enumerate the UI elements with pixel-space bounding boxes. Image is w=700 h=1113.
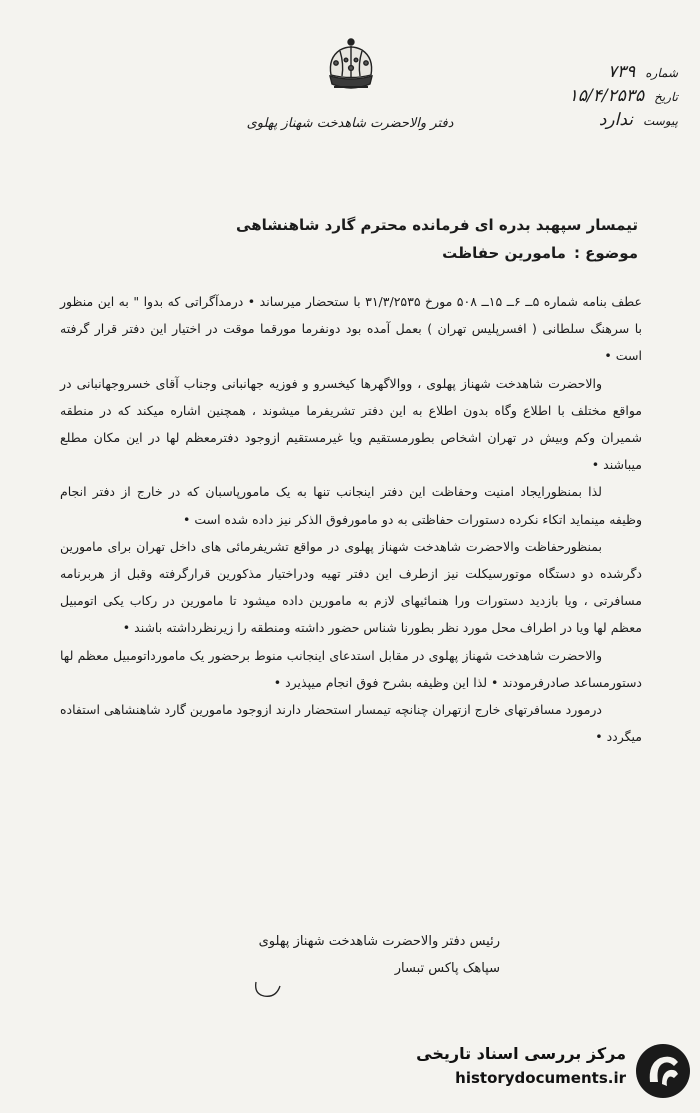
letter-meta [488, 62, 678, 134]
signature-scribble-icon [252, 976, 286, 1002]
archive-logo-icon [634, 1042, 692, 1100]
watermark-url: historydocuments.ir [455, 1069, 626, 1087]
subject-label: موضوع : [573, 244, 638, 262]
paragraph-3: لذا بمنظورایجاد امنیت وحفاظت این دفتر اینجانب تنها به یک مامورپاسبان که در خارج از دفتر انجام وظیفه مینماید اتکاء نکرده دستورات حفاظتی به دو مامورفوق الذکر نیز داده شده است • [60, 484, 642, 527]
paragraph-1: عطف بنامه شماره ۵ــ ۶ــ ۱۵ــ ۵۰۸ مورخ ۳۱/۳/۲۵۳۵ با ستحضار میرساند • درمدآگراتی که بدوا " به این منظور با سرهنگ سلطانی ( افسرپلیس تهران ) بعمل آمده بود دونفرما مورقما موقت در اختیار این دفتر قرار گرفته است • [60, 294, 642, 364]
number-row [488, 62, 678, 86]
addressee: تیمسار سپهبد بدره ای فرمانده محترم گارد شاهنشاهی [236, 216, 638, 234]
subject-line [442, 244, 638, 262]
signature-name: سپاهک پاکس تبسار [394, 961, 500, 976]
attachment-row [488, 110, 678, 134]
date-row [488, 86, 678, 110]
subject-value: مامورین حفاظت [442, 244, 566, 262]
letter-body [60, 288, 642, 750]
office-title: دفتر والاحضرت شاهدخت شهناز پهلوی [246, 116, 454, 131]
signature-title: رئیس دفتر والاحضرت شاهدخت شهناز پهلوی [258, 934, 500, 949]
number-value: ۷۳۹ [607, 62, 636, 82]
watermark-footer [408, 1038, 698, 1108]
date-value: ۱۵/۴/۲۵۳۵ [568, 86, 645, 106]
paragraph-6: درمورد مسافرتهای خارج ازتهران چنانچه تیمسار استحضار دارند ازوجود مامورین گارد شاهنشاهی استفاده میگردد • [60, 702, 642, 745]
crown-emblem-icon [322, 36, 380, 96]
date-label: تاریخ [654, 90, 678, 104]
number-label: شماره [645, 66, 678, 80]
attachment-label: پیوست [643, 114, 678, 128]
paragraph-2: والاحضرت شاهدخت شهناز پهلوی ، ووالاگهرها کیخسرو و فوزیه جهانبانی وجناب آقای خسروجهانبانی در مواقع مختلف با اطلاع وگاه بدون اطلاع به این دفتر تشریفرما میشوند ، همچنین اشاره میکند که در منطقه شمیران وکم وبیش در تهران اشخاص بطورمستقیم ویا غیرمستقیم ازوجود دفترمعظم لها در این مکان مطلع میباشند • [60, 375, 642, 473]
signature-block [259, 928, 500, 982]
watermark-org-name: مرکز بررسی اسناد تاریخی [416, 1044, 626, 1063]
attachment-value: ندارد [598, 110, 633, 130]
paragraph-5: والاحضرت شاهدخت شهناز پهلوی در مقابل استدعای اینجانب منوط برحضور یک مامورداتومبیل معظم لها دستورمساعد صادرفرمودند • لذا این وظیفه بشرح فوق انجام میپذیرد • [60, 647, 642, 690]
paragraph-4: بمنظورحفاظت والاحضرت شاهدخت شهناز پهلوی در مواقع تشریفرمائی های داخل تهران برای مامورین دگرشده دو دستگاه موتورسیکلت نیز ازطرف این دفتر تهیه ودراختیار مذکورین قرارگرفته وقبل از هربرنامه مسافرتی ، ویا بازدید دستورات ورا هنمائیهای لازم به مامورین داده میشود تا مامورین در رکاب یکی اتومبیل معظم لها ویا در اطراف محل مورد نظر بطورنا شناس حضور داشته ومنطقه را زیرنظرداشته باشند • [60, 538, 642, 636]
